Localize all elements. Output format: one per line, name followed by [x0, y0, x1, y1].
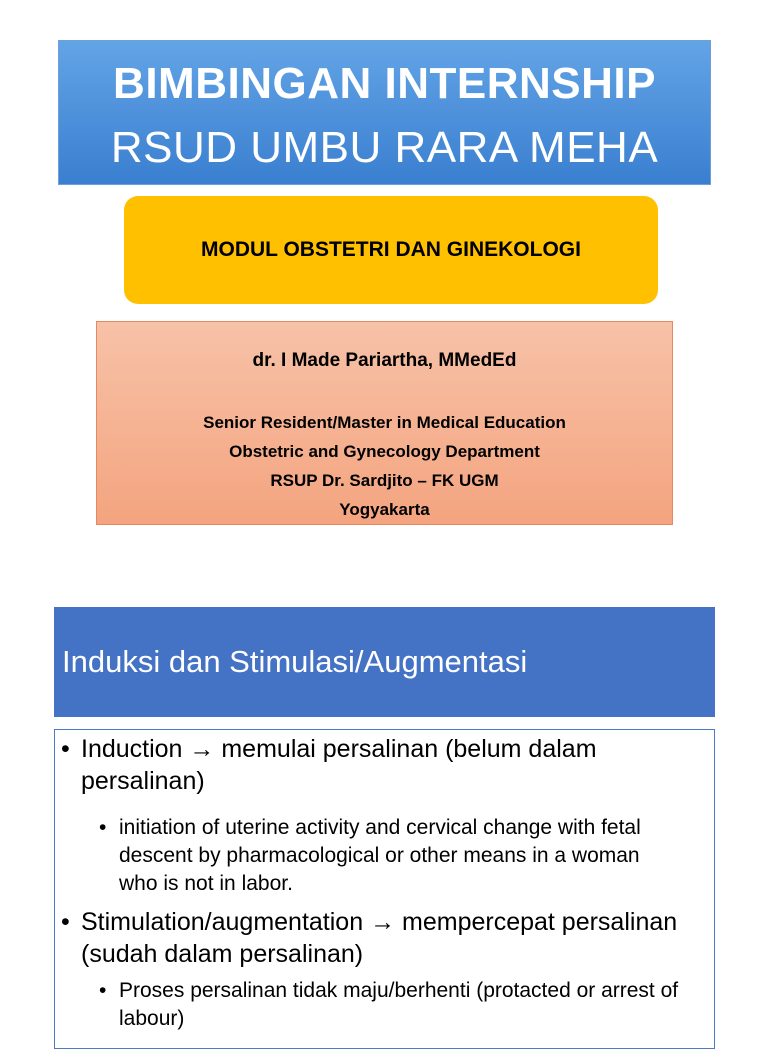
slide-content: [54, 729, 715, 1049]
sub-bullet-item: [99, 977, 679, 1033]
title-line-2: RSUD UMBU RARA MEHA: [110, 123, 659, 172]
affiliation-line: Obstetric and Gynecology Department: [229, 442, 540, 461]
module-badge: MODUL OBSTETRI DAN GINEKOLOGI: [124, 196, 658, 304]
title-banner: [58, 40, 711, 185]
slide-header: Induksi dan Stimulasi/Augmentasi: [54, 607, 715, 717]
sub-bullet-item: [99, 814, 679, 898]
bullet-text: Induction → memulai persalinan (belum dalam persalinan): [81, 735, 597, 795]
bullet-icon: •: [61, 908, 70, 936]
bullet-icon: •: [99, 979, 107, 1002]
affiliation-line: Yogyakarta: [339, 500, 430, 519]
bullet-text: Proses persalinan tidak maju/berhenti (protacted or arrest of labour): [119, 979, 679, 1030]
bullet-icon: •: [99, 816, 107, 839]
author-panel: [96, 321, 673, 525]
bullet-text: Stimulation/augmentation → mempercepat persalinan (sudah dalam persalinan): [81, 908, 678, 968]
affiliation-line: Senior Resident/Master in Medical Education: [203, 413, 566, 432]
bullet-icon: •: [61, 735, 70, 763]
bullet-item: [61, 733, 681, 797]
author-affiliation: [97, 408, 672, 524]
title-line-1: BIMBINGAN INTERNSHIP: [113, 59, 656, 108]
bullet-text: initiation of uterine activity and cervical change with fetal descent by pharmacological or other means in a woman who is not in labor.: [119, 816, 641, 895]
bullet-item: [61, 906, 681, 970]
author-name: dr. I Made Pariartha, MMedEd: [252, 350, 517, 371]
affiliation-line: RSUP Dr. Sardjito – FK UGM: [270, 471, 499, 490]
